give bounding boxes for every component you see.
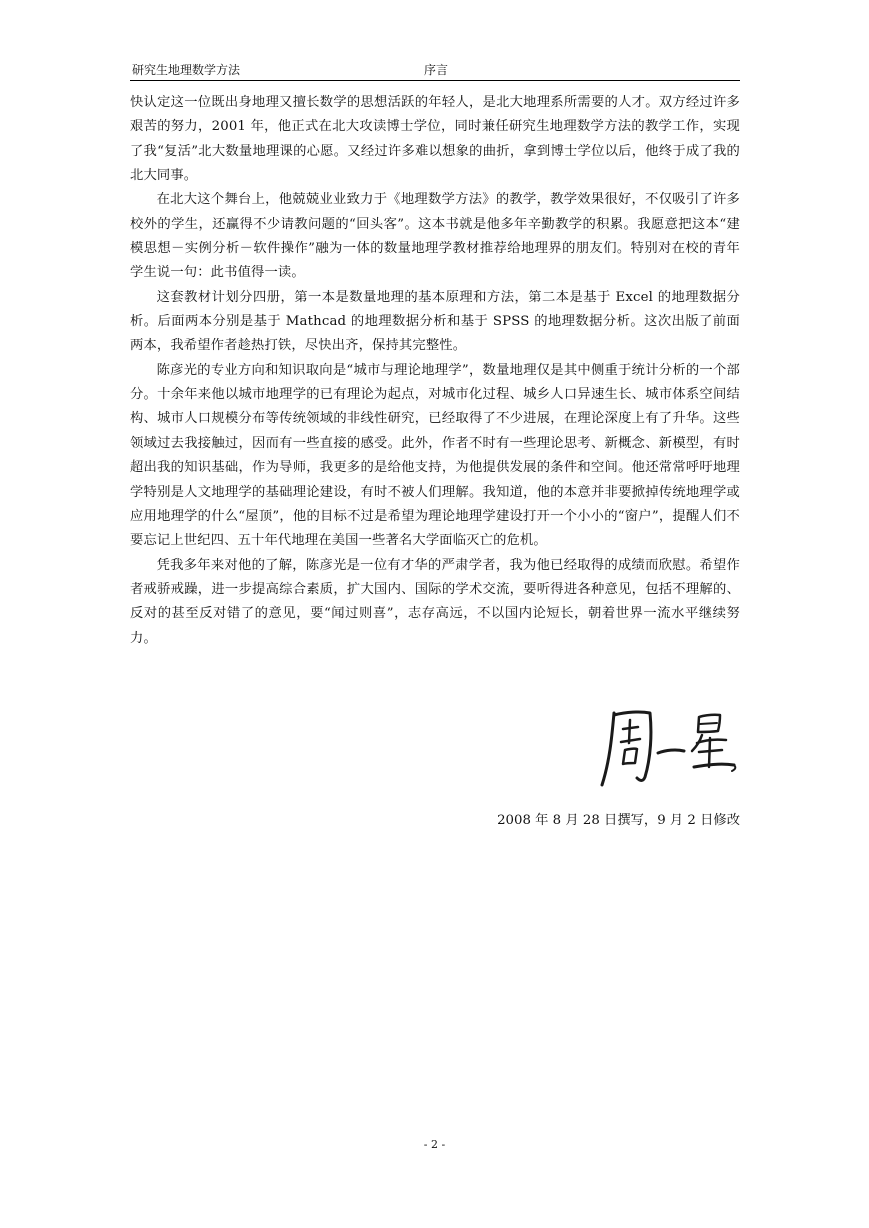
signing-date: 2008 年 8 月 28 日撰写，9 月 2 日修改 [497, 813, 740, 828]
paragraph-2: 在北大这个舞台上，他兢兢业业致力于《地理数学方法》的教学，教学效果很好，不仅吸引了许多校外的学生，还赢得不少请教问题的“回头客”。这本书就是他多年辛勤教学的积累。我愿意把这本“建模思想－实例分析－软件操作”融为一体的数量地理学教材推荐给地理界的朋友们。特别对在校的青年学生说一句：此书值得一读。 [130, 192, 740, 281]
header-section-title: 序言 [424, 63, 449, 77]
paragraph-5: 凭我多年来对他的了解，陈彦光是一位有才华的严肃学者，我为他已经取得的成绩而欣慰。希望作者戒骄戒躁，进一步提高综合素质，扩大国内、国际的学术交流，要听得进各种意见，包括不理解的、反对的甚至反对错了的意见，要“闻过则喜”，志存高远，不以国内论短长，朝着世界一流水平继续努力。 [130, 557, 740, 646]
paragraph-1: 快认定这一位既出身地理又擅长数学的思想活跃的年轻人，是北大地理系所需要的人才。双方经过许多艰苦的努力，2001 年，他正式在北大攻读博士学位，同时兼任研究生地理数学方法的教学工作，实现了我“复活”北大数量地理课的心愿。又经过许多难以想象的曲折，拿到博士学位以后，他终于成了我的北大同事。 [130, 95, 740, 184]
page-number: - 2 - [423, 1138, 446, 1151]
signature-drawing [596, 705, 742, 791]
header-book-title: 研究生地理数学方法 [132, 63, 241, 77]
paragraph-3: 这套教材计划分四册，第一本是数量地理的基本原理和方法，第二本是基于 Excel 的地理数据分析。后面两本分别是基于 Mathcad 的地理数据分析和基于 SPSS 的地理数据分析。这次出版了前面两本，我希望作者趁热打铁，尽快出齐，保持其完整性。 [130, 289, 740, 354]
page-header [130, 62, 740, 81]
handwritten-signature [596, 705, 742, 791]
preface-body [130, 91, 740, 651]
paragraph-4: 陈彦光的专业方向和知识取向是“城市与理论地理学”，数量地理仅是其中侧重于统计分析的一个部分。十余年来他以城市地理学的已有理论为起点，对城市化过程、城乡人口异速生长、城市体系空间结构、城市人口规模分布等传统领域的非线性研究，已经取得了不少进展，在理论深度上有了升华。这些领域过去我接触过，因而有一些直接的感受。此外，作者不时有一些理论思考、新概念、新模型，有时超出我的知识基础，作为导师，我更多的是给他支持，为他提供发展的条件和空间。他还常常呼吁地理学特别是人文地理学的基础理论建设，有时不被人们理解。我知道，他的本意并非要掀掉传统地理学或应用地理学的什么“屋顶”，他的目标不过是希望为理论地理学建设打开一个小小的“窗户”，提醒人们不要忘记上世纪四、五十年代地理在美国一些著名大学面临灭亡的危机。 [130, 362, 740, 549]
